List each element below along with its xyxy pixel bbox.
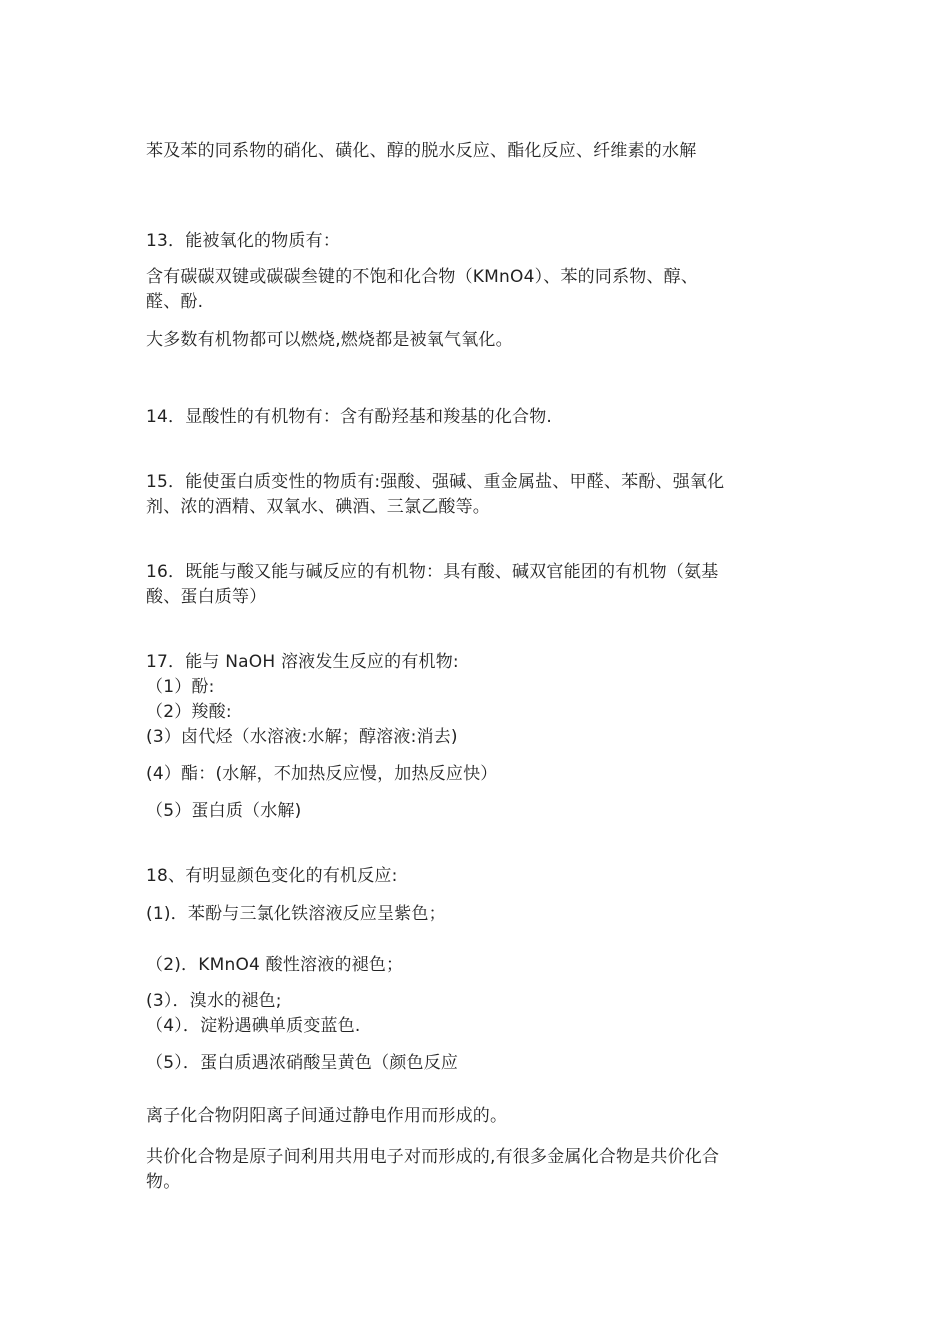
heading-13: 13．能被氧化的物质有： bbox=[146, 231, 341, 251]
heading-16: 16．既能与酸又能与碱反应的有机物：具有酸、碱双官能团的有机物（氨基 bbox=[146, 562, 719, 582]
heading-15: 15．能使蛋白质变性的物质有:强酸、强碱、重金属盐、甲醛、苯酚、强氧化 bbox=[146, 472, 725, 492]
list-item-18-2: （2)．KMnO4 酸性溶液的褪色； bbox=[146, 955, 404, 975]
list-item-17-2: （2）羧酸: bbox=[146, 702, 232, 722]
text-line-15b: 剂、浓的酒精、双氧水、碘酒、三氯乙酸等。 bbox=[146, 497, 490, 517]
list-item-17-3: (3）卤代烃（水溶液:水解；醇溶液:消去) bbox=[146, 727, 458, 747]
text-line-nitration: 苯及苯的同系物的硝化、磺化、醇的脱水反应、酯化反应、纤维素的水解 bbox=[146, 141, 697, 161]
list-item-18-4: （4）．淀粉遇碘单质变蓝色. bbox=[146, 1016, 361, 1036]
list-item-18-5: （5）．蛋白质遇浓硝酸呈黄色（颜色反应 bbox=[146, 1053, 459, 1073]
text-line-ionic: 离子化合物阴阳离子间通过静电作用而形成的。 bbox=[146, 1106, 508, 1126]
text-line-13c: 大多数有机物都可以燃烧,燃烧都是被氧气氧化。 bbox=[146, 330, 513, 350]
heading-17: 17．能与 NaOH 溶液发生反应的有机物: bbox=[146, 652, 459, 672]
text-line-13b: 醛、酚. bbox=[146, 292, 204, 312]
list-item-18-1: (1)．苯酚与三氯化铁溶液反应呈紫色； bbox=[146, 904, 446, 924]
list-item-17-5: （5）蛋白质（水解) bbox=[146, 801, 302, 821]
list-item-18-3: (3）．溴水的褪色; bbox=[146, 991, 282, 1011]
heading-14: 14．显酸性的有机物有：含有酚羟基和羧基的化合物. bbox=[146, 407, 553, 427]
text-line-covalent-a: 共价化合物是原子间利用共用电子对而形成的,有很多金属化合物是共价化合 bbox=[146, 1147, 720, 1167]
heading-18: 18、有明显颜色变化的有机反应: bbox=[146, 866, 398, 886]
list-item-17-1: （1）酚: bbox=[146, 677, 215, 697]
text-line-16b: 酸、蛋白质等） bbox=[146, 587, 267, 607]
text-line-covalent-b: 物。 bbox=[146, 1172, 181, 1192]
list-item-17-4: (4）酯：(水解，不加热反应慢，加热反应快） bbox=[146, 764, 498, 784]
text-line-13a: 含有碳碳双键或碳碳叁键的不饱和化合物（KMnO4）、苯的同系物、醇、 bbox=[146, 267, 699, 287]
